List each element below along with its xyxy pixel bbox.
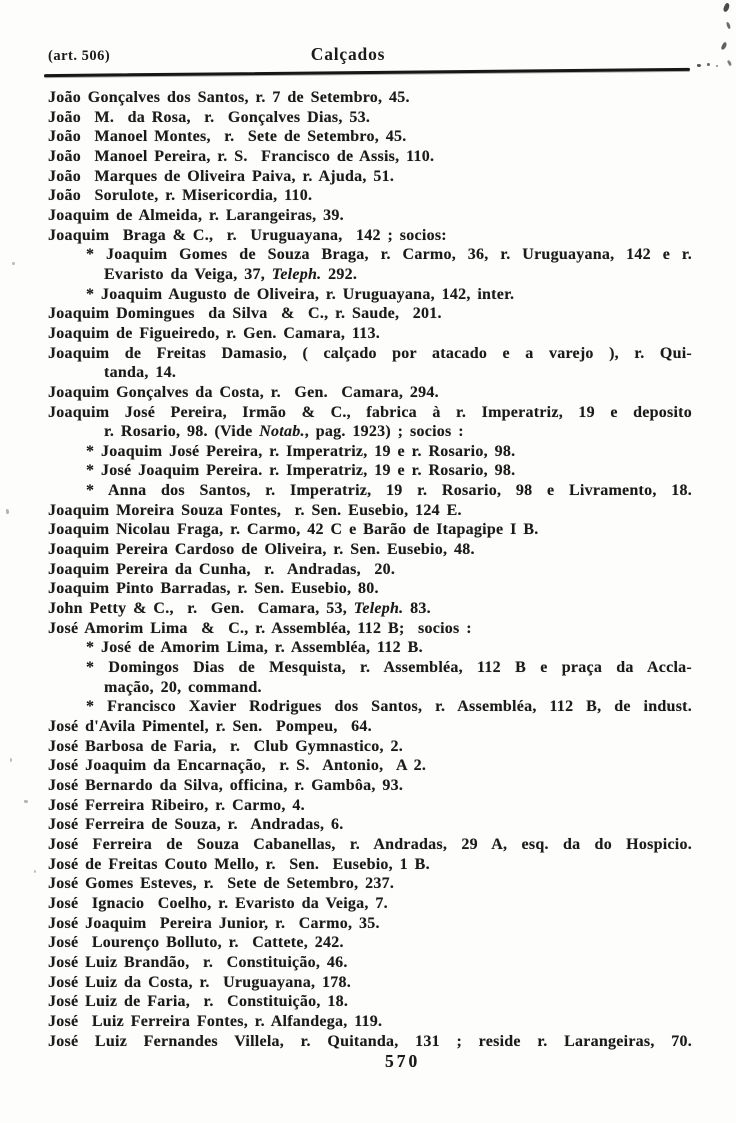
page-number: 570 — [385, 1051, 421, 1071]
directory-line-text: Joaquim Moreira Souza Fontes, r. Sen. Eusebio, 124 E. — [48, 501, 462, 519]
directory-line-italic-text: Notab. — [259, 423, 305, 441]
directory-line — [0, 894, 736, 914]
directory-line-italic-text: Teleph. — [353, 600, 404, 618]
directory-line-text: João Gonçalves dos Santos, r. 7 de Setembro, 45. — [48, 89, 410, 106]
directory-line-text: 83. — [403, 600, 431, 618]
directory-line — [0, 756, 736, 776]
directory-line-text: José Luiz de Faria, r. Constituição, 18. — [48, 993, 349, 1011]
directory-line — [0, 245, 736, 265]
directory-line — [0, 304, 736, 324]
directory-line — [0, 914, 736, 934]
directory-list — [0, 88, 736, 1051]
directory-line — [0, 835, 736, 855]
header-rule — [44, 68, 690, 77]
ink-speck — [24, 800, 28, 803]
directory-line — [0, 1032, 736, 1052]
directory-line-text: José Luiz Fernandes Villela, r. Quitanda, 131 ; reside r. Larangeiras, 70. — [48, 1032, 692, 1050]
directory-line-text: José Joaquim da Encarnação, r. S. Antonio, A 2. — [48, 757, 427, 775]
directory-line-text: * Francisco Xavier Rodrigues dos Santos, r. Assembléa, 112 B, de indust. — [86, 698, 692, 716]
directory-line — [0, 737, 736, 757]
directory-line-text: José Lourenço Bolluto, r. Cattete, 242. — [48, 934, 344, 952]
directory-line-text: José Ferreira de Souza, r. Andradas, 6. — [48, 816, 344, 834]
ink-speck — [34, 870, 36, 873]
directory-line — [0, 88, 736, 108]
directory-line-text: Joaquim Pinto Barradas, r. Sen. Eusebio, 80. — [48, 580, 379, 598]
directory-line — [0, 560, 736, 580]
directory-line-text: * Joaquim Gomes de Souza Braga, r. Carmo, 36, r. Uruguayana, 142 e r. — [86, 246, 692, 264]
directory-line — [0, 953, 736, 973]
directory-line — [0, 265, 736, 285]
directory-line-text: José Luiz Brandão, r. Constituição, 46. — [48, 953, 348, 971]
page-title: Calçados — [310, 44, 386, 64]
directory-line — [0, 127, 736, 147]
ink-speck — [720, 42, 727, 51]
directory-line-text: * Joaquim Augusto de Oliveira, r. Uruguayana, 142, inter. — [86, 285, 515, 303]
directory-line — [0, 285, 736, 305]
directory-line-text: * José de Amorim Lima, r. Assembléa, 112 B. — [86, 639, 423, 657]
directory-line — [0, 147, 736, 167]
directory-line — [0, 540, 736, 560]
directory-line-text: r. Rosario, 98. (Vide — [104, 423, 260, 441]
directory-line-text: João Manoel Montes, r. Sete de Setembro, 45. — [48, 128, 407, 146]
directory-line-text: mação, 20, command. — [104, 678, 262, 696]
directory-line-text: João Manoel Pereira, r. S. Francisco de Assis, 110. — [48, 147, 435, 165]
directory-line-text: * José Joaquim Pereira. r. Imperatriz, 19 e r. Rosario, 98. — [86, 462, 516, 480]
directory-line — [0, 933, 736, 953]
directory-line — [0, 344, 736, 364]
directory-line — [0, 678, 736, 698]
directory-line — [0, 796, 736, 816]
directory-line-text: Joaquim de Almeida, r. Larangeiras, 39. — [48, 206, 344, 224]
ink-speck — [727, 60, 732, 67]
directory-line — [0, 815, 736, 835]
directory-line-text: Joaquim José Pereira, Irmão & C., fabrica à r. Imperatriz, 19 e deposito — [48, 403, 692, 421]
directory-line-text: Joaquim Braga & C., r. Uruguayana, 142 ; socios: — [48, 226, 447, 244]
directory-line — [0, 167, 736, 187]
directory-line — [0, 108, 736, 128]
directory-line — [0, 226, 736, 246]
directory-line — [0, 697, 736, 717]
directory-line — [0, 776, 736, 796]
directory-line — [0, 874, 736, 894]
directory-line — [0, 403, 736, 423]
directory-line — [0, 638, 736, 658]
ink-speck — [12, 262, 15, 265]
directory-line — [0, 1012, 736, 1032]
directory-line — [0, 501, 736, 521]
directory-line-text: Joaquim de Freitas Damasio, ( calçado por atacado e a varejo ), r. Qui- — [48, 344, 692, 362]
directory-line — [0, 520, 736, 540]
ink-speck — [10, 758, 12, 762]
directory-line-text: José Joaquim Pereira Junior, r. Carmo, 35. — [48, 914, 380, 932]
directory-line-text: José Bernardo da Silva, officina, r. Gambôa, 93. — [48, 776, 404, 794]
directory-line-text: João M. da Rosa, r. Gonçalves Dias, 53. — [48, 108, 371, 126]
directory-line-text: José Amorim Lima & C., r. Assembléa, 112 B; socios : — [48, 619, 472, 637]
directory-line-text: Joaquim de Figueiredo, r. Gen. Camara, 113. — [48, 324, 380, 342]
directory-line — [0, 383, 736, 403]
ink-speck — [722, 2, 730, 12]
ink-speck — [716, 65, 718, 67]
directory-line-text: José Barbosa de Faria, r. Club Gymnastico, 2. — [48, 737, 403, 755]
directory-line — [0, 363, 736, 383]
directory-line-text: José Ferreira Ribeiro, r. Carmo, 4. — [48, 796, 305, 814]
directory-line — [0, 324, 736, 344]
directory-line-text: Joaquim Pereira da Cunha, r. Andradas, 20. — [48, 560, 396, 578]
directory-line-text: José Gomes Esteves, r. Sete de Setembro, 237. — [48, 875, 395, 893]
directory-line-text: Joaquim Domingues da Silva & C., r. Saude, 201. — [48, 305, 442, 323]
directory-line-text: 292. — [321, 265, 358, 283]
directory-line-text: , pag. 1923) ; socios : — [304, 423, 464, 441]
ink-speck — [726, 22, 731, 30]
directory-line-text: Evaristo da Veiga, 37, — [104, 265, 272, 283]
directory-line-text: Joaquim Gonçalves da Costa, r. Gen. Camara, 294. — [48, 383, 439, 401]
directory-line — [0, 992, 736, 1012]
directory-line-text: José d'Avila Pimentel, r. Sen. Pompeu, 64. — [48, 718, 372, 735]
directory-line-text: * Domingos Dias de Mesquista, r. Assembléa, 112 B e praça da Accla- — [86, 659, 692, 677]
directory-line-text: João Sorulote, r. Misericordia, 110. — [48, 187, 313, 205]
directory-line — [0, 855, 736, 875]
directory-line — [0, 422, 736, 442]
directory-line-text: João Marques de Oliveira Paiva, r. Ajuda, 51. — [48, 167, 395, 185]
directory-line-text: * Anna dos Santos, r. Imperatriz, 19 r. Rosario, 98 e Livramento, 18. — [86, 482, 692, 500]
directory-line-text: José de Freitas Couto Mello, r. Sen. Eusebio, 1 B. — [48, 855, 430, 873]
ink-speck — [697, 64, 701, 67]
ink-speck — [707, 63, 710, 66]
directory-line-text: * Joaquim José Pereira, r. Imperatriz, 19 e r. Rosario, 98. — [86, 442, 516, 460]
directory-line — [0, 658, 736, 678]
directory-line-text: Joaquim Pereira Cardoso de Oliveira, r. Sen. Eusebio, 48. — [48, 541, 475, 559]
directory-line — [0, 186, 736, 206]
directory-line — [0, 579, 736, 599]
directory-line-text: José Ignacio Coelho, r. Evaristo da Veiga, 7. — [48, 894, 388, 912]
directory-line — [0, 461, 736, 481]
directory-line — [0, 599, 736, 619]
directory-line-text: John Petty & C., r. Gen. Camara, 53, — [48, 600, 354, 618]
directory-line-text: José Ferreira de Souza Cabanellas, r. Andradas, 29 A, esq. da do Hospicio. — [48, 835, 692, 853]
directory-line — [0, 717, 736, 737]
article-label: (art. 506) — [48, 48, 111, 64]
directory-line — [0, 973, 736, 993]
directory-line-italic-text: Teleph. — [271, 265, 322, 283]
directory-line — [0, 442, 736, 462]
directory-line-text: José Luiz da Costa, r. Uruguayana, 178. — [48, 973, 351, 991]
directory-line-text: José Luiz Ferreira Fontes, r. Alfandega, 119. — [48, 1012, 383, 1030]
directory-line-text: Joaquim Nicolau Fraga, r. Carmo, 42 C e Barão de Itapagipe I B. — [48, 521, 539, 539]
directory-line — [0, 481, 736, 501]
directory-line-text: tanda, 14. — [104, 364, 177, 382]
directory-line — [0, 206, 736, 226]
ink-speck — [6, 509, 9, 514]
directory-line — [0, 619, 736, 639]
